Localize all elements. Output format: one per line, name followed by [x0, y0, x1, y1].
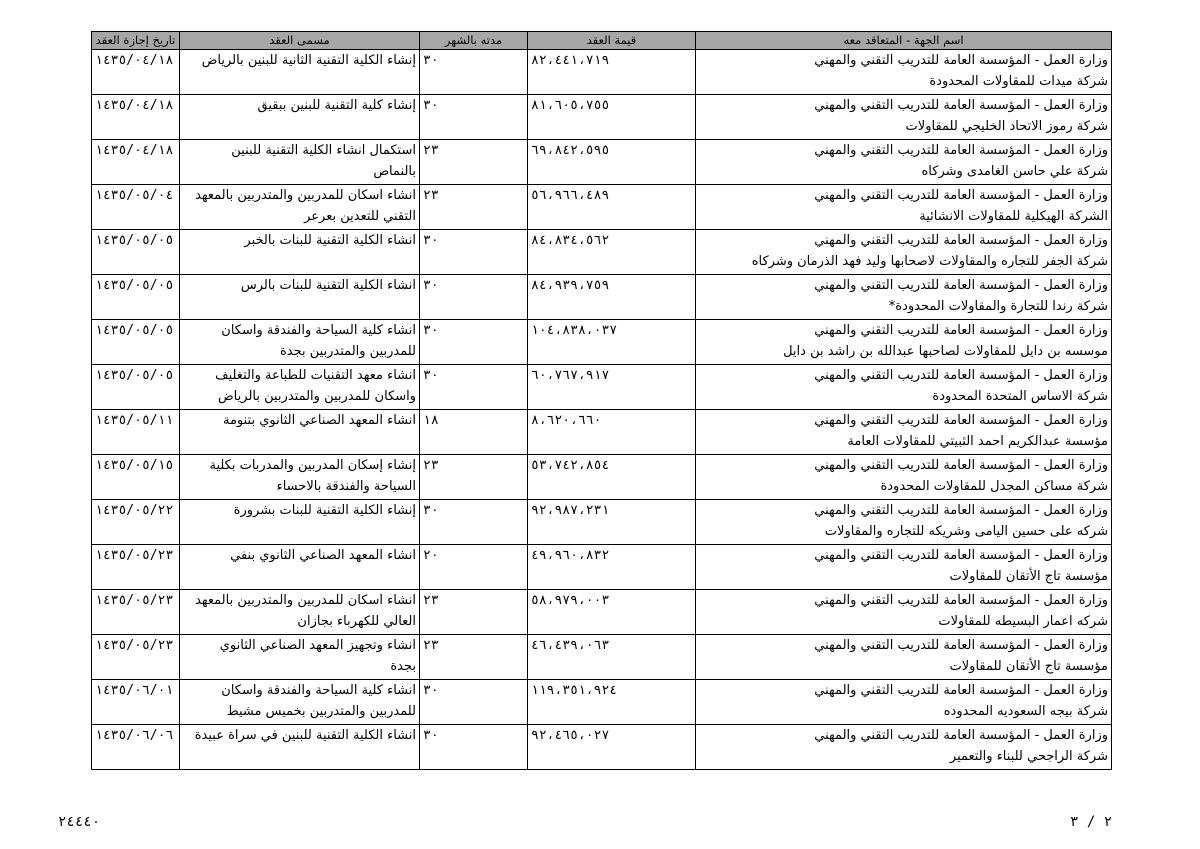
contracts-table	[91, 31, 1112, 770]
duration-months: ٣٠	[420, 320, 528, 365]
contractor-name-cell	[696, 140, 1112, 185]
header-duration-months: مدته بالشهر	[420, 32, 528, 50]
contract-value: ٤٦،٤٣٩،٠٦٣	[528, 635, 696, 680]
duration-months: ٣٠	[420, 680, 528, 725]
ministry-name: وزارة العمل - المؤسسة العامة للتدريب التقني والمهني	[814, 413, 1108, 428]
table-row	[92, 140, 1112, 185]
duration-months: ١٨	[420, 410, 528, 455]
contractor-name: شركة الجفر للتجاره والمقاولات لاصحابها وليد فهد الذرمان وشركاه	[751, 254, 1108, 269]
duration-months: ٢٣	[420, 455, 528, 500]
table-row	[92, 635, 1112, 680]
approval-date: ١٤٣٥/٠٥/٠٥	[92, 275, 180, 320]
contract-title-line-1: انشاء اسكان للمدربين والمتدربين بالمعهد	[195, 593, 416, 608]
table-row	[92, 545, 1112, 590]
approval-date: ١٤٣٥/٠٥/٠٥	[92, 365, 180, 410]
contract-title-line-1: إنشاء إسكان المدربين والمدربات بكلية	[209, 458, 416, 473]
ministry-name: وزارة العمل - المؤسسة العامة للتدريب التقني والمهني	[814, 53, 1108, 68]
contract-value: ٦٩،٨٤٢،٥٩٥	[528, 140, 696, 185]
table-header-row	[92, 32, 1112, 50]
approval-date: ١٤٣٥/٠٤/١٨	[92, 140, 180, 185]
table-row	[92, 500, 1112, 545]
ministry-name: وزارة العمل - المؤسسة العامة للتدريب التقني والمهني	[814, 98, 1108, 113]
ministry-name: وزارة العمل - المؤسسة العامة للتدريب التقني والمهني	[814, 368, 1108, 383]
contractor-name-cell	[696, 230, 1112, 275]
contractor-name: شركه اعمار البسيطه للمقاولات	[938, 614, 1108, 629]
contractor-name-cell	[696, 275, 1112, 320]
duration-months: ٣٠	[420, 365, 528, 410]
contract-title-cell	[180, 725, 420, 770]
ministry-name: وزارة العمل - المؤسسة العامة للتدريب التقني والمهني	[814, 638, 1108, 653]
contract-value: ٩٢،٤٦٥،٠٢٧	[528, 725, 696, 770]
contract-title-cell	[180, 275, 420, 320]
approval-date: ١٤٣٥/٠٥/٢٣	[92, 545, 180, 590]
contractor-name: شركه على حسين اليامى وشريكه للتجاره والمقاولات	[824, 524, 1108, 539]
contractor-name: مؤسسة تاج الأتقان للمقاولات	[949, 569, 1108, 584]
header-approval-date: تاريخ إجازة العقد	[92, 32, 180, 50]
table-row	[92, 95, 1112, 140]
contract-title-line-1: انشاء الكلية التقنية للبنات بالرس	[240, 278, 416, 293]
contract-value: ١٠٤،٨٣٨،٠٣٧	[528, 320, 696, 365]
contract-title-line-1: انشاء معهد التقنيات للطباعة والتغليف	[215, 368, 416, 383]
contract-value: ٨١،٦٠٥،٧٥٥	[528, 95, 696, 140]
contract-title-line-1: إنشاء الكلية التقنية الثانية للبنين بالرياض	[201, 53, 416, 68]
duration-months: ٢٣	[420, 185, 528, 230]
table-row	[92, 680, 1112, 725]
contract-title-line-2: للمدربين والمتدربين بجدة	[279, 344, 416, 359]
approval-date: ١٤٣٥/٠٥/٠٥	[92, 320, 180, 365]
contract-value: ٨٢،٤٤١،٧١٩	[528, 50, 696, 95]
contract-title-line-1: انشاء كلية السياحة والفندقة واسكان	[221, 683, 416, 698]
table-row	[92, 185, 1112, 230]
contractor-name: شركة رندا للتجارة والمقاولات المحدودة*	[888, 299, 1108, 314]
contractor-name: الشركة الهيكلية للمقاولات الانشائية	[919, 209, 1108, 224]
approval-date: ١٤٣٥/٠٥/٢٣	[92, 590, 180, 635]
header-contract-title: مسمى العقد	[180, 32, 420, 50]
contract-title-cell	[180, 680, 420, 725]
contract-title-line-1: إنشاء كلية التقنية للبنين ببقيق	[257, 98, 416, 113]
approval-date: ١٤٣٥/٠٥/٠٥	[92, 230, 180, 275]
table-row	[92, 590, 1112, 635]
contract-value: ٨٤،٩٣٩،٧٥٩	[528, 275, 696, 320]
contract-title-cell	[180, 320, 420, 365]
contract-title-line-2: التقني للتعدين بعرعر	[304, 209, 416, 224]
table-row	[92, 230, 1112, 275]
approval-date: ١٤٣٥/٠٦/٠١	[92, 680, 180, 725]
contract-title-cell	[180, 140, 420, 185]
table-row	[92, 410, 1112, 455]
table-row	[92, 365, 1112, 410]
table-body	[92, 50, 1112, 770]
duration-months: ٣٠	[420, 500, 528, 545]
ministry-name: وزارة العمل - المؤسسة العامة للتدريب التقني والمهني	[814, 143, 1108, 158]
contractor-name-cell	[696, 500, 1112, 545]
ministry-name: وزارة العمل - المؤسسة العامة للتدريب التقني والمهني	[814, 233, 1108, 248]
contract-value: ٥٣،٧٤٢،٨٥٤	[528, 455, 696, 500]
contract-title-line-1: انشاء المعهد الصناعي الثانوي بنفي	[230, 548, 416, 563]
table-row	[92, 455, 1112, 500]
contractor-name-cell	[696, 680, 1112, 725]
contract-title-line-1: انشاء اسكان للمدربين والمتدربين بالمعهد	[195, 188, 416, 203]
contract-value: ٩٢،٩٨٧،٢٣١	[528, 500, 696, 545]
duration-months: ٣٠	[420, 725, 528, 770]
contract-value: ٥٨،٩٧٩،٠٠٣	[528, 590, 696, 635]
contract-title-line-1: استكمال انشاء الكلية التقنية للبنين	[231, 143, 416, 158]
contract-title-cell	[180, 545, 420, 590]
ministry-name: وزارة العمل - المؤسسة العامة للتدريب التقني والمهني	[814, 458, 1108, 473]
contract-title-cell	[180, 410, 420, 455]
contract-title-cell	[180, 500, 420, 545]
contractor-name-cell	[696, 365, 1112, 410]
contractor-name: شركة ميدات للمقاولات المحدودة	[929, 74, 1108, 89]
contract-title-line-2: للمدربين والمتدربين بخميس مشيط	[226, 704, 416, 719]
contract-title-line-1: انشاء وتجهيز المعهد الصناعي الثانوي	[219, 638, 416, 653]
contract-title-line-1: انشاء الكلية التقنية للبنين في سراة عبيدة	[194, 728, 416, 743]
contractor-name-cell	[696, 725, 1112, 770]
contractor-name: شركة رموز الاتحاد الخليجي للمقاولات	[905, 119, 1108, 134]
table-row	[92, 50, 1112, 95]
contractor-name-cell	[696, 590, 1112, 635]
contract-title-cell	[180, 95, 420, 140]
contractor-name-cell	[696, 50, 1112, 95]
contract-value: ٤٩،٩٦٠،٨٣٢	[528, 545, 696, 590]
contractor-name-cell	[696, 95, 1112, 140]
contract-title-cell	[180, 635, 420, 680]
contractor-name: شركة الراجحي للبناء والتعمير	[949, 749, 1108, 764]
approval-date: ١٤٣٥/٠٦/٠٦	[92, 725, 180, 770]
ministry-name: وزارة العمل - المؤسسة العامة للتدريب التقني والمهني	[814, 278, 1108, 293]
contractor-name-cell	[696, 410, 1112, 455]
contractor-name-cell	[696, 635, 1112, 680]
duration-months: ٢٣	[420, 140, 528, 185]
table-row	[92, 275, 1112, 320]
contract-title-line-1: إنشاء الكلية التقنية للبنات بشرورة	[233, 503, 416, 518]
duration-months: ٣٠	[420, 95, 528, 140]
ministry-name: وزارة العمل - المؤسسة العامة للتدريب التقني والمهني	[814, 683, 1108, 698]
contract-title-line-2: العالي للكهرباء بجازان	[297, 614, 416, 629]
header-contractor-name: اسم الجهة - المتعاقد معه	[696, 32, 1112, 50]
contract-title-cell	[180, 185, 420, 230]
contract-title-cell	[180, 230, 420, 275]
duration-months: ٣٠	[420, 230, 528, 275]
approval-date: ١٤٣٥/٠٥/١١	[92, 410, 180, 455]
contract-title-cell	[180, 455, 420, 500]
contract-title-line-1: انشاء كلية السياحة والفندقة واسكان	[221, 323, 416, 338]
contract-title-line-2: واسكان للمدربين والمتدربين بالرياض	[217, 389, 416, 404]
contract-title-cell	[180, 50, 420, 95]
contractor-name: موسسه بن دايل للمقاولات لصاحبها عبدالله بن راشد بن دايل	[783, 344, 1108, 359]
contract-title-cell	[180, 365, 420, 410]
approval-date: ١٤٣٥/٠٤/١٨	[92, 95, 180, 140]
duration-months: ٣٠	[420, 275, 528, 320]
contractor-name: شركة الاساس المتحدة المحدودة	[932, 389, 1108, 404]
footer-page-number: ٢ / ٣	[1070, 814, 1113, 830]
approval-date: ١٤٣٥/٠٥/١٥	[92, 455, 180, 500]
ministry-name: وزارة العمل - المؤسسة العامة للتدريب التقني والمهني	[814, 503, 1108, 518]
contract-title-line-2: بجدة	[390, 659, 416, 674]
contractor-name-cell	[696, 545, 1112, 590]
contractor-name: شركة بيجه السعوديه المحدوده	[943, 704, 1108, 719]
ministry-name: وزارة العمل - المؤسسة العامة للتدريب التقني والمهني	[814, 548, 1108, 563]
approval-date: ١٤٣٥/٠٥/٠٤	[92, 185, 180, 230]
table-row	[92, 725, 1112, 770]
duration-months: ٢٣	[420, 590, 528, 635]
ministry-name: وزارة العمل - المؤسسة العامة للتدريب التقني والمهني	[814, 323, 1108, 338]
contract-title-cell	[180, 590, 420, 635]
contractor-name-cell	[696, 455, 1112, 500]
ministry-name: وزارة العمل - المؤسسة العامة للتدريب التقني والمهني	[814, 728, 1108, 743]
contractor-name-cell	[696, 185, 1112, 230]
contract-value: ٦٠،٧٦٧،٩١٧	[528, 365, 696, 410]
contract-value: ١١٩،٣٥١،٩٢٤	[528, 680, 696, 725]
duration-months: ٢٣	[420, 635, 528, 680]
contract-value: ٨٤،٨٣٤،٥٦٢	[528, 230, 696, 275]
contract-title-line-1: انشاء الكلية التقنية للبنات بالخبر	[244, 233, 416, 248]
duration-months: ٣٠	[420, 50, 528, 95]
approval-date: ١٤٣٥/٠٤/١٨	[92, 50, 180, 95]
duration-months: ٢٠	[420, 545, 528, 590]
header-contract-value: قيمة العقد	[528, 32, 696, 50]
contract-title-line-1: انشاء المعهد الصناعي الثانوي بتنومة	[222, 413, 416, 428]
contractor-name: شركة علي حاسن الغامدى وشركاه	[921, 164, 1108, 179]
contractor-name: مؤسسة عبدالكريم احمد الثبيتي للمقاولات العامة	[847, 434, 1108, 449]
approval-date: ١٤٣٥/٠٥/٢٢	[92, 500, 180, 545]
approval-date: ١٤٣٥/٠٥/٢٣	[92, 635, 180, 680]
contract-title-line-2: بالنماص	[373, 164, 416, 179]
table-row	[92, 320, 1112, 365]
ministry-name: وزارة العمل - المؤسسة العامة للتدريب التقني والمهني	[814, 188, 1108, 203]
contractor-name: مؤسسة تاج الأتقان للمقاولات	[949, 659, 1108, 674]
contract-title-line-2: السياحة والفندقة بالاحساء	[276, 479, 416, 494]
contract-value: ٨،٦٢٠،٦٦٠	[528, 410, 696, 455]
contractor-name: شركة مساكن المجدل للمقاولات المحدودة	[880, 479, 1108, 494]
footer-document-number: ٢٤٤٤٠	[58, 814, 101, 830]
ministry-name: وزارة العمل - المؤسسة العامة للتدريب التقني والمهني	[814, 593, 1108, 608]
contractor-name-cell	[696, 320, 1112, 365]
contract-value: ٥٦،٩٦٦،٤٨٩	[528, 185, 696, 230]
